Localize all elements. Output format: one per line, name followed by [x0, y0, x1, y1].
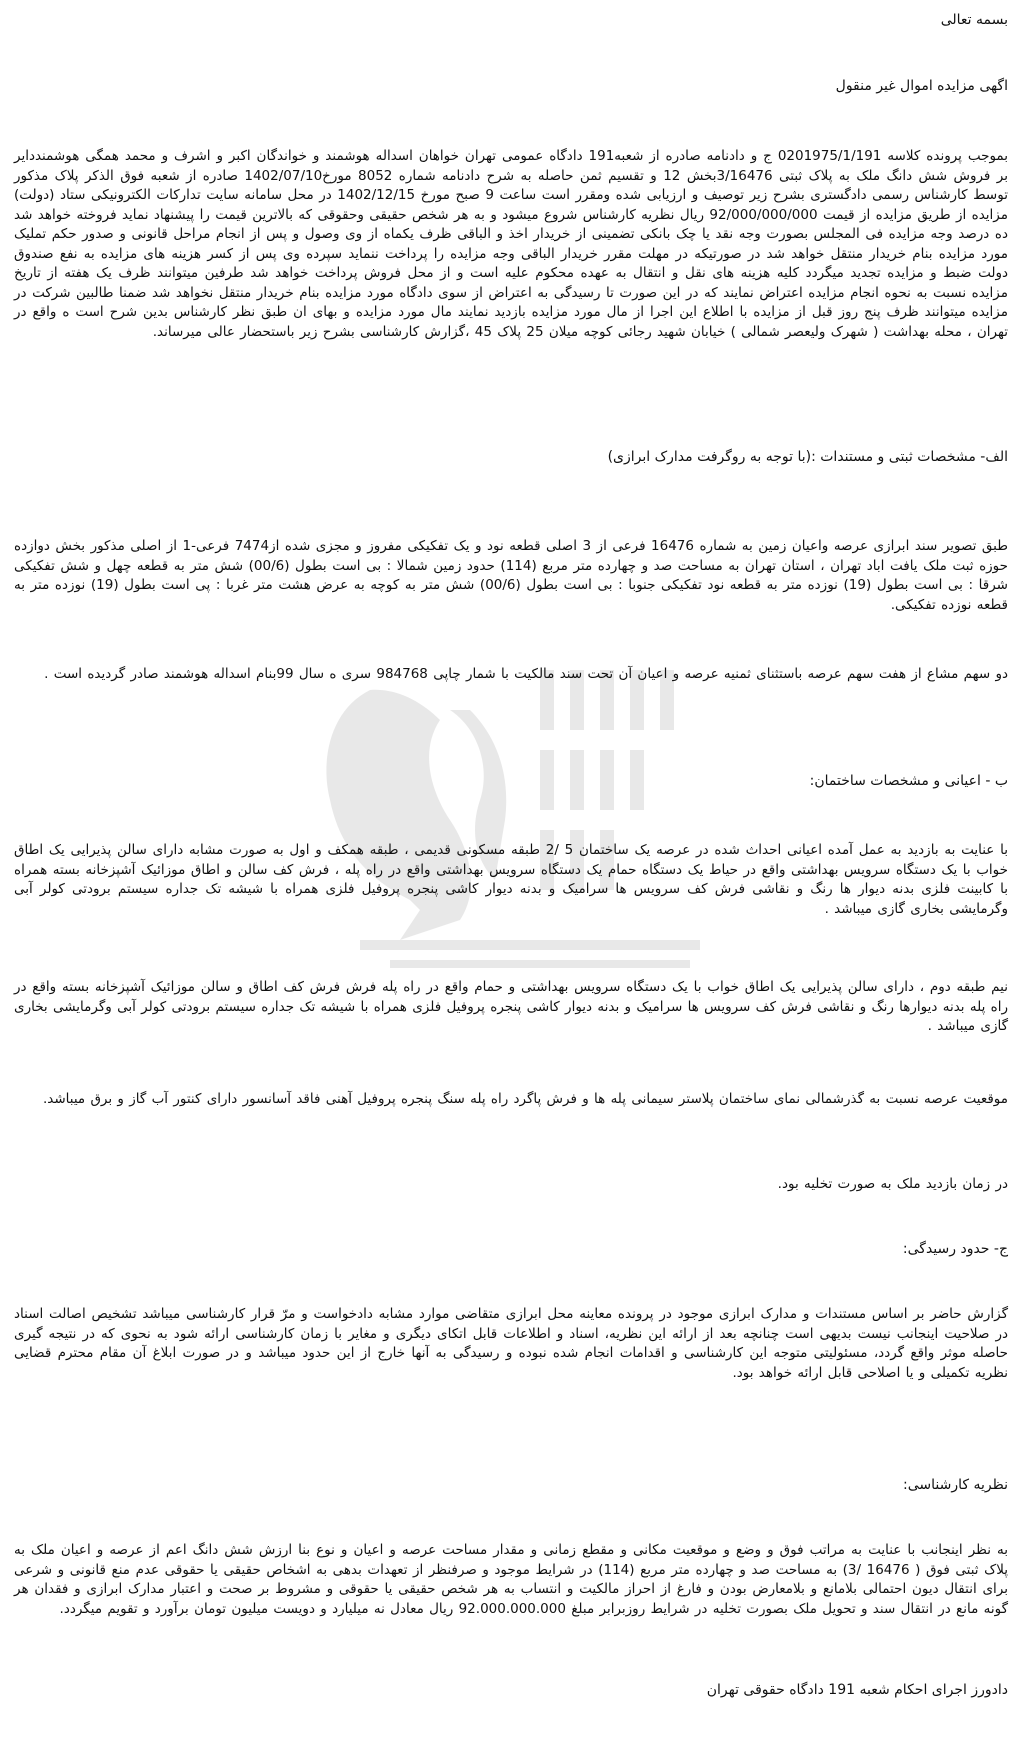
watermark-logo-icon	[300, 650, 760, 990]
section-a-paragraph-2: دو سهم مشاع از هفت سهم عرصه باستثنای ثمنیه عرصه و اعیان آن تحت سند مالکیت با شمار چاپی 984768 سری ه سال 99بنام اسداله هوشمند صادر گردیده است .	[44, 666, 1008, 682]
bismillah-heading: بسمه تعالی	[940, 12, 1008, 28]
section-b-paragraph-3: موقعیت عرصه نسبت به گذرشمالی نمای ساختمان پلاستر سیمانی پله ها و فرش پاگرد راه پله سنگ پنجره پروفیل آهنی فاقد آسانسور دارای کنتور آب گاز و برق میباشد.	[42, 1091, 1008, 1107]
section-c-paragraph: گزارش حاضر بر اساس مستندات و مدارک ابرازی موجود در پرونده معاینه محل ابرازی متقاضی موارد مشابه دادخواست و مرّ قرار کارشناسی میباشد تشخیص اصالت اسناد در صلاحیت اینجانب نیست بدیهی است چنانچه بعد از ارائه این نظریه، اسناد و اطلاعات قابل اتکای دیگری و مغایر با زمان کارشناسی ارائه شود به نحوی که در نتیجه گیری حاصله موثر واقع گردد، مسئولیتی متوجه این کارشناسی و اقدامات انجام شده نبوده و رسیدگی به آنها خارج از این حدود میباشد و در صورت ابلاغ آن مقام محترم قضایی نظریه تکمیلی و یا اصلاحی قابل ارائه خواهد بود.	[14, 1306, 1008, 1381]
section-b-paragraph-2: نیم طبقه دوم ، دارای سالن پذیرایی یک اطاق خواب با یک دستگاه سرویس بهداشتی و حمام واقع در راه پله فرش فرش کف اطاق و سالن موزائیک آشپزخانه بسته واقع در راه پله بدنه دیوارها رنگ و نقاشی فرش کف سرویس ها سرامیک و بدنه دیوار کاشی پنجره پروفیل فلزی همراه با شیشه تک جداره سیستم برودتی کولر آبی وگرمایشی بخاری گازی میباشد .	[14, 979, 1008, 1034]
signature-line: دادورز اجرای احکام شعبه 191 دادگاه حقوقی تهران	[706, 1682, 1008, 1698]
expert-opinion-heading: نظریه کارشناسی:	[903, 1477, 1008, 1493]
section-b-paragraph-4: در زمان بازدید ملک به صورت تخلیه بود.	[777, 1176, 1008, 1192]
section-b-heading: ب - اعیانی و مشخصات ساختمان:	[809, 773, 1008, 789]
intro-paragraph: بموجب پرونده کلاسه 0201975/1/191 ج و دادنامه صادره از شعبه191 دادگاه عمومی تهران خواهان اسداله هوشمند و خواندگان اکبر و اشرف و محمد همگی هوشمنددایر بر فروش شش دانگ ملک به پلاک ثبتی 3/16476بخش 12 و تقسیم ثمن حاصله به شرح دادنامه شماره 8052 مورخ1402/07/10 صادره از شعبه فوق الذکر پلاک مذکور توسط کارشناس رسمی دادگستری بشرح زیر توصیف و ارزیابی شده ومقرر است ساعت 9 صبح مورخ 1402/12/15 در محل سامانه سایت تدارکات الکترونیکی ستاد (دولت) مزایده از طریق مزایده از قیمت 92/000/000/000 ریال نظریه کارشناس شروع میشود و به هر شخص حقیقی وحقوقی که بالاترین قیمت را پیشنهاد نماید فروخته خواهد شد ده درصد وجه مزایده فی المجلس بصورت وجه نقد یا چک بانکی تضمینی از خریدار اخذ و الباقی ظرف یکماه از وی وصول و پس از انجام مراحل قانونی و صدور حکم تملیک مورد مزایده بنام خریدار منتقل خواهد شد در صورتیکه در مهلت مقرر خریدار الباقی وجه مزایده را پرداخت ننماید سپرده وی پس از کسر هزینه های مزایده به نفع صندوق دولت ضبط و مزایده تجدید میگردد کلیه هزینه های نقل و انتقال به عهده محکوم علیه است و از محل فروش پرداخت خواهد شد طرفین میتوانند ظرف یک هفته از تاریخ مزایده نسبت به نحوه انجام مزایده اعتراض نمایند که در این صورت تا رسیدگی به اعتراض از سوی دادگاه مورد مزایده بنام خریدار منتقل نخواهد شد ضمنا طالبین شرکت در مزایده میتوانند ظرف پنج روز قبل از مزایده با اطلاع این اجرا از مال مورد مزایده بازدید نمایند مال مورد مزایده و بهای ان طبق نظر کارشناس بدین شرح است ه واقع در تهران ، محله بهداشت ( شهرک ولیعصر شمالی ) خیابان شهید رجائی کوچه میلان 25 پلاک 45 ،گزارش کارشناسی بشرح زیر باستحضار عالی میرساند.	[14, 148, 1008, 340]
section-b-paragraph-1: با عنایت به بازدید به عمل آمده اعیانی احداث شده در عرصه یک ساختمان 5 /2 طبقه مسکونی قدیمی ، طبقه همکف و اول به صورت مشابه دارای سالن پذیرایی یک اطاق خواب با یک دستگاه سرویس بهداشتی واقع در حیاط یک دستگاه حمام یک دستگاه سرویس بهداشتی واقع در راه پله ، فرش کف سالن و اطاق موزائیک آشپزخانه بسته همراه با کابینت فلزی بدنه دیوار ها رنگ و نقاشی فرش کف سرویس ها سرامیک و بدنه دیوار کاشی پنجره پروفیل فلزی همراه با شیشه تک جداره سیستم برودتی کولر آبی وگرمایشی بخاری گازی میباشد .	[14, 842, 1009, 917]
section-a-heading: الف- مشخصات ثبتی و مستندات :(با توجه به روگرفت مدارک ابرازی)	[607, 449, 1008, 465]
announcement-title: اگهی مزایده اموال غیر منقول	[835, 78, 1008, 94]
section-a-paragraph-1: طبق تصویر سند ابرازی عرصه واعیان زمین به شماره 16476 فرعی از 3 اصلی قطعه نود و یک تفکیکی مفروز و مجزی شده از7474 فرعی-1 از اصلی مذکور بخش دوازده حوزه ثبت ملک یافت اباد تهران ، استان تهران به مساحت صد و چهارده متر مربع (114) حدود زمین شمالا : بی است بطول (00/6) شش متر به قطعه چهل و شش تفکیکی شرقا : بی است بطول (19) نوزده متر به قطعه نود تفکیکی جنوبا : بی است بطول (00/6) شش متر به کوچه به عرض هشت متر غربا : پی است بطول (19) نوزده متر به قطعه نوزده تفکیکی.	[14, 538, 1009, 613]
section-c-heading: ج- حدود رسیدگی:	[902, 1241, 1008, 1257]
expert-opinion-paragraph: به نظر اینجانب با عنایت به مراتب فوق و وضع و موقعیت مکانی و مقطع زمانی و مقدار مساحت عرصه و اعیان و نوع بنا ارزش شش دانگ اعم از عرصه و اعیان ملک به پلاک ثبتی فوق ( 16476 /3) به مساحت صد و چهارده متر مربع (114) در شرایط موجود و صرفنظر از تعهدات بدهی به اشخاص حقیقی یا حقوقی عدم منع قانونی و شرعی برای انتقال دیون احتمالی بلامانع و بلامعارض بودن و فارغ از احراز مالکیت و انتساب به هر شخص حقیقی یا حقوقی و مشروط بر صحت و اعتبار مدارک ابرازی و فقدان هر گونه مانع در انتقال سند و تحویل ملک بصورت تخلیه در شرایط روزبرابر مبلغ 92.000.000.000 ریال معادل نه میلیارد و دویست میلیون تومان برآورد و تقویم میگردد.	[14, 1542, 1009, 1617]
